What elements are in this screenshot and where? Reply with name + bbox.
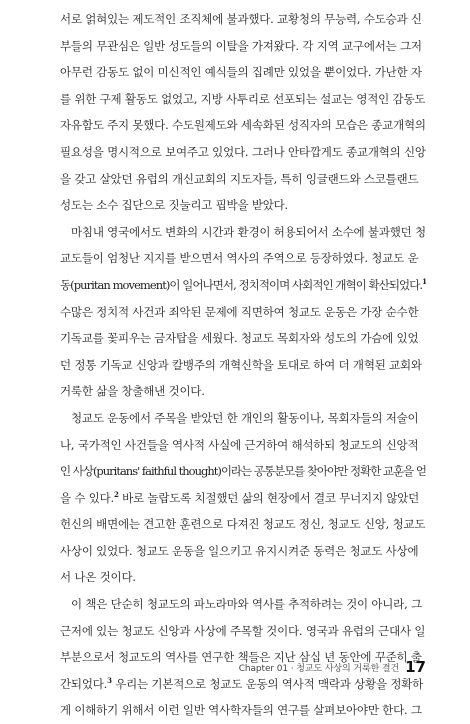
line-text: 를 위한 구제 활동도 없었고, 지방 사투리로 선포되는 설교는 영적인 감동도 [60,91,426,106]
footnote-marker[interactable]: 1 [422,276,426,286]
line-text: 이 책은 단순히 청교도의 파노라마와 역사를 추적하려는 것이 아니라, 그 [71,597,422,612]
line-text: 마침내 영국에서도 변화의 시간과 환경이 허용되어서 소수에 불과했던 청 [71,224,426,239]
line-text: 서 나온 것이다. [60,570,136,585]
text-line [60,139,426,166]
line-text: 을 수 있다. [60,490,115,505]
line-text: 필요성을 명시적으로 보여주고 있었다. 그러나 안타깝게도 종교개혁의 신앙 [60,144,426,159]
footnote-marker[interactable]: 3 [107,675,112,685]
line-text: 간되었다. [60,676,108,691]
line-text: 자유함도 주지 못했다. 수도원제도와 세속화된 성직자의 모습은 종교개혁의 [60,118,426,133]
text-line [60,272,426,299]
text-line [60,405,426,432]
line-text: 나, 국가적인 사건들을 역사적 사실에 근거하여 해석하되 청교도의 신앙적 [60,437,419,452]
line-text-continued: 바로 놀랍도록 치절했던 삶의 현장에서 결코 무너지지 않았던 [118,490,420,505]
text-line [60,564,426,591]
line-text-continued: 우리는 기본적으로 청교도 운동의 역사적 맥락과 상황을 정확하 [111,676,424,691]
line-text: 기독교를 꽃피우는 금자탑을 세웠다. 청교도 목회자와 성도의 가슴에 있었 [60,331,419,346]
text-line [60,432,426,459]
line-text: 부들의 무관심은 일반 성도들의 이탈을 가져왔다. 각 지역 교구에서는 그저 [60,38,422,53]
line-text: 서로 얽혀있는 제도적인 조직체에 불과했다. 교황청의 무능력, 수도승과 신 [60,12,422,26]
line-text: 거룩한 삶을 창출해낸 것이다. [60,384,205,399]
text-line [60,591,426,618]
line-text: 근저에 있는 청교도 신앙과 사상에 주목할 것이다. 영국과 유럽의 근대사 일 [60,623,426,638]
text-line [60,245,426,272]
line-text: 게 이해하기 위해서 이런 일반 역사학자들의 연구를 살펴보아야만 한다. 그 [60,703,422,718]
text-line [60,86,426,113]
text-line [60,378,426,405]
text-line [60,299,426,326]
text-line [60,618,426,645]
text-line [60,538,426,565]
text-line [60,485,426,512]
text-line [60,511,426,538]
line-text: 청교도 운동에서 주목을 받았던 한 개인의 활동이나, 목회자들의 저술이 [71,410,419,425]
text-line [60,6,426,33]
line-text: 을 갖고 살았던 유럽의 개신교회의 지도자들, 특히 잉글랜드와 스코틀랜드 [60,171,419,186]
line-text: 교도들이 엄청난 지지를 받으면서 역사의 주역으로 등장하였다. 청교도 운 [60,251,419,266]
text-line [60,325,426,352]
text-line [60,219,426,246]
line-text: 성도는 소수 집단으로 짓눌리고 핍박을 받았다. [60,198,289,213]
text-line [60,112,426,139]
text-line [60,192,426,219]
line-text: 인 사상(puritans' faithful thought)이라는 공통분모를 찾아야만 정확한 교훈을 얻 [60,464,426,479]
text-line [60,59,426,86]
text-line [60,458,426,485]
body-text [60,6,426,724]
line-text: 부분으로서 청교도의 역사를 연구한 책들은 지난 삼십 년 동안에 꾸준히 출 [60,650,422,665]
text-line [60,697,426,724]
line-text: 사상이 있었다. 청교도 운동을 일으키고 유지시켜준 동력은 청교도 사상에 [60,543,419,558]
page-number: 17 [405,658,426,676]
running-head: Chapter 01 · 청교도 사상의 거룩한 결건 [238,664,400,674]
text-line [60,166,426,193]
line-text: 던 정통 기독교 신앙과 칼뱅주의 개혁신학을 토대로 하여 더 개혁된 교회와 [60,357,422,372]
page-footer [0,656,426,676]
line-text: 아무런 감동도 없이 미신적인 예식들의 집례만 있었을 뿐이었다. 가난한 자 [60,65,422,80]
text-line [60,352,426,379]
line-text: 동(puritan movement)이 일어나면서, 정치적이며 사회적인 개혁이 확산되었다. [60,277,423,292]
line-text: 수많은 정치적 사건과 죄악된 문제에 직면하여 청교도 운동은 가장 순수한 [60,304,419,319]
footnote-marker[interactable]: 2 [114,489,119,499]
line-text: 헌신의 배면에는 견고한 훈련으로 다져진 청교도 정신, 청교도 신앙, 청교도 [60,517,426,532]
text-line [60,33,426,60]
